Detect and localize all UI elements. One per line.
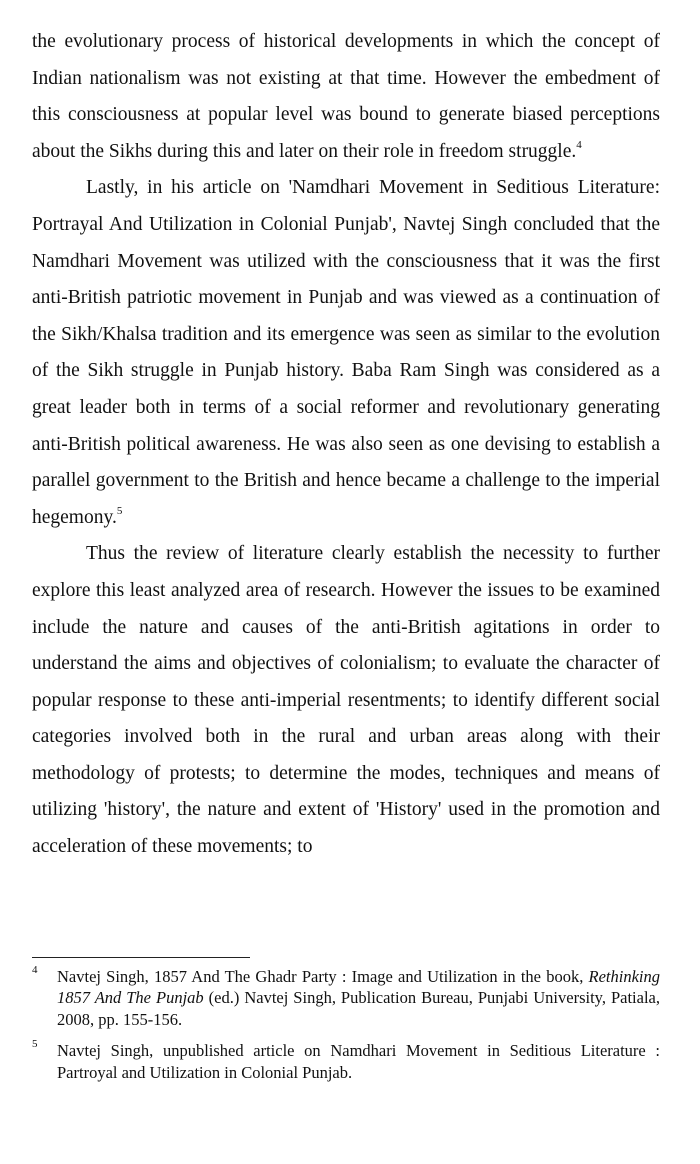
footnote-5-text: Navtej Singh, unpublished article on Namdhari Movement in Seditious Literature : Partroyal and Utilization in Colonial Punjab. xyxy=(57,1041,660,1082)
footnote-ref-4[interactable]: 4 xyxy=(576,138,582,151)
paragraph-1-text: the evolutionary process of historical developments in which the concept of Indian nationalism was not existing at that time. However the embedment of this consciousness at popular level was bound to generate biased perceptions about the Sikhs during this and later on their role in freedom struggle. xyxy=(32,31,660,162)
footnotes-section xyxy=(32,966,660,1093)
footnote-number: 4 xyxy=(32,964,38,976)
footnote-4 xyxy=(32,966,660,1030)
footnote-4-text-after: (ed.) Navtej Singh, Publication Bureau, Punjabi University, Patiala, 2008, pp. 155-156. xyxy=(57,988,660,1029)
footnote-4-book-title: Rethinking 1857 And The Punjab xyxy=(57,967,660,1008)
footnote-4-text-before: Navtej Singh, 1857 And The Ghadr Party : Image and Utilization in the book, xyxy=(57,967,589,986)
footnote-ref-5[interactable]: 5 xyxy=(116,504,123,517)
body-paragraph-1 xyxy=(32,24,660,170)
paragraph-3-text: Thus the review of literature clearly establish the necessity to further explore this least analyzed area of research. However the issues to be examined include the nature and causes of the anti-British agitations in order to understand the aims and objectives of colonialism; to evaluate the character of popular response to these anti-imperial resentments; to identify different social categories involved both in the rural and urban areas along with their methodology of protests; to determine the modes, techniques and means of utilizing 'history', the nature and extent of 'History' used in the promotion and acceleration of these movements; to xyxy=(32,543,660,858)
footnote-separator xyxy=(32,957,250,958)
paragraph-2-text: Lastly, in his article on 'Namdhari Movement in Seditious Literature: Portrayal And Utilization in Colonial Punjab', Navtej Singh concluded that the Namdhari Movement was utilized with the consciousness that it was the first anti-British patriotic movement in Punjab and was viewed as a continuation of the Sikh/Khalsa tradition and its emergence was seen as similar to the evolution of the Sikh struggle in Punjab history. Baba Ram Singh was considered as a great leader both in terms of a social reformer and revolutionary generating anti-British political awareness. He was also seen as one devising to establish a parallel government to the British and hence became a challenge to the imperial hegemony. xyxy=(32,177,660,528)
footnote-number: 5 xyxy=(32,1038,38,1051)
body-paragraph-2 xyxy=(32,170,660,536)
footnote-5 xyxy=(32,1040,660,1083)
body-paragraph-3 xyxy=(32,536,660,865)
main-body-text xyxy=(32,24,660,866)
